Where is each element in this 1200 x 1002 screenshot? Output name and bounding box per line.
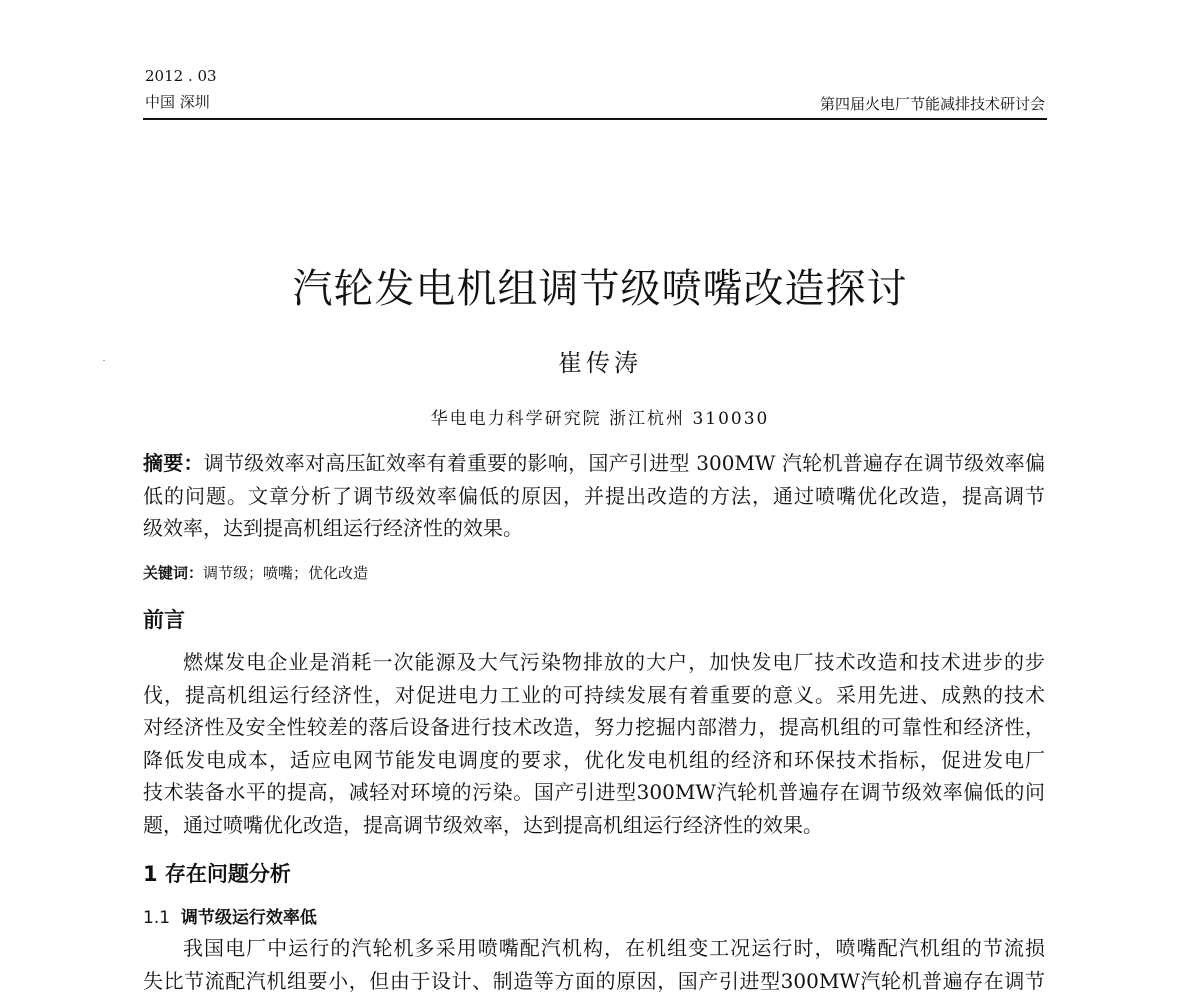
abstract [143, 447, 1045, 545]
paper-author: 崔传涛 [558, 349, 642, 377]
body-line: 降低发电成本，适应电网节能发电调度的要求，优化发电机组的经济和环保技术指标，促进发电厂 [143, 747, 1045, 772]
section-1-body [143, 932, 1045, 997]
body-line: 我国电厂中运行的汽轮机多采用喷嘴配汽机构，在机组变工况运行时，喷嘴配汽机组的节流损 [183, 936, 1045, 960]
body-line: 技术装备水平的提高，减轻对环境的污染。国产引进型300MW汽轮机普遍存在调节级效率偏低的问 [143, 780, 1045, 804]
keywords [143, 562, 368, 583]
header-conference: 第四届火电厂节能减排技术研讨会 [819, 95, 1045, 113]
header-rule [143, 118, 1047, 120]
section-1-heading: 1 存在问题分析 [143, 862, 291, 886]
keywords-label: 关键词： [143, 564, 204, 582]
body-line: 题，通过喷嘴优化改造，提高调节级效率，达到提高机组运行经济性的效果。 [143, 812, 823, 837]
body-line: 燃煤发电企业是消耗一次能源及大气污染物排放的大户，加快发电厂技术改造和技术进步的步 [183, 650, 1045, 674]
paper-title: 汽轮发电机组调节级喷嘴改造探讨 [292, 266, 908, 312]
body-line: 对经济性及安全性较差的落后设备进行技术改造，努力挖掘内部潜力，提高机组的可靠性和经济性， [143, 715, 1045, 739]
preface-body [143, 646, 1045, 841]
body-line: 失比节流配汽机组要小，但由于设计、制造等方面的原因，国产引进型300MW汽轮机普遍存在调节 [143, 968, 1045, 993]
header-location: 中国 深圳 [145, 93, 210, 111]
header-date: 2012 . 03 [145, 67, 217, 85]
abstract-line: 级效率，达到提高机组运行经济性的效果。 [143, 516, 523, 540]
keywords-text: 调节级；喷嘴；优化改造 [203, 564, 369, 582]
abstract-label: 摘要： [143, 451, 204, 475]
abstract-line: 低的问题。文章分析了调节级效率偏低的原因，并提出改造的方法，通过喷嘴优化改造，提高调节 [143, 483, 1045, 508]
section-1-1-heading: 1.1 调节级运行效率低 [143, 908, 317, 928]
abstract-line: 摘要：调节级效率对高压缸效率有着重要的影响，国产引进型 300MW 汽轮机普遍存在调节级效率偏 [143, 451, 1045, 475]
preface-heading: 前言 [143, 608, 185, 632]
paper-affiliation: 华电电力科学研究院 浙江杭州 310030 [430, 409, 770, 429]
body-line: 伐，提高机组运行经济性，对促进电力工业的可持续发展有着重要的意义。采用先进、成熟的技术 [143, 682, 1045, 707]
